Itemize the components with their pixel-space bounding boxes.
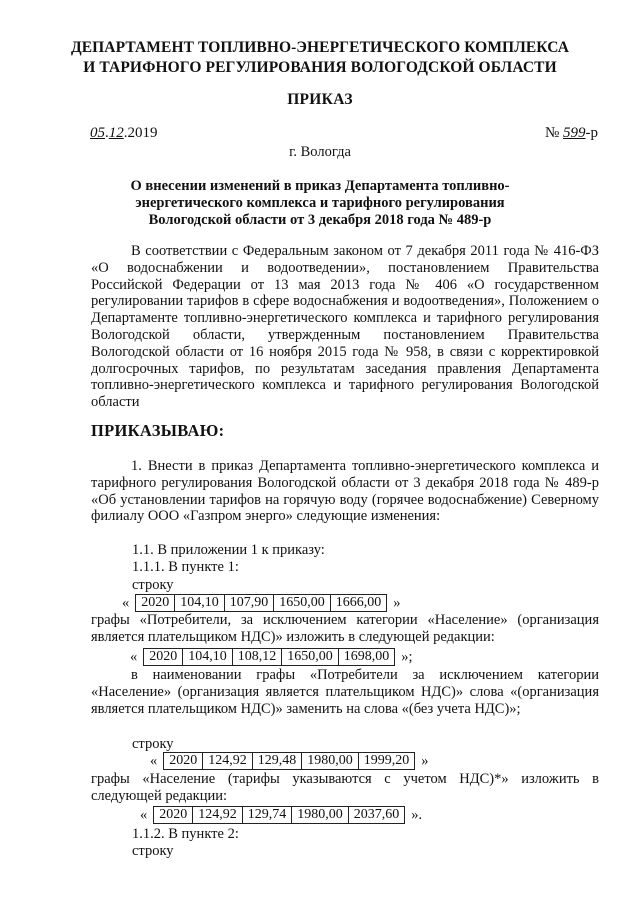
- row-c-line: [150, 752, 429, 770]
- stroku-label-1: строку: [132, 577, 174, 593]
- cell: 2020: [144, 649, 183, 666]
- number-prefix: №: [544, 125, 560, 141]
- cell: 129,74: [242, 807, 292, 824]
- cell: 1666,00: [330, 595, 387, 612]
- naming-text: в наименовании графы «Потребители за исключением категории «Население» (организация является плательщиком НДС)» слова «(организация является плательщиком НДС)» заменить на слова «(без учета НДС)»;: [91, 667, 599, 717]
- cell: 124,92: [203, 753, 253, 770]
- department-line-1: ДЕПАРТАМЕНТ ТОПЛИВНО-ЭНЕРГЕТИЧЕСКОГО КОМПЛЕКСА: [70, 39, 570, 56]
- quote-open: «: [140, 806, 148, 823]
- quote-open: «: [122, 594, 130, 611]
- date-sep: .: [105, 125, 109, 141]
- cell: 1999,20: [358, 753, 415, 770]
- item-1-paragraph: 1. Внести в приказ Департамента топливно-энергетического комплекса и тарифного регулирования Вологодской области от 3 декабря 2018 года № 489-р «Об установлении тарифов на горячую воду (горячее водоснабжение) Северному филиалу ООО «Газпром энерго» следующие изменения:: [91, 458, 599, 525]
- number-suffix: -р: [585, 125, 598, 141]
- preamble-paragraph: В соответствии с Федеральным законом от 7 декабря 2011 года № 416-ФЗ «О водоснабжении и водоотведении», постановлением Правительства Российской Федерации от 13 мая 2013 года № 406 «О государственном регулировании тарифов в сфере водоснабжения и водоотведения», Положением о Департаменте топливно-энергетического комплекса и тарифного регулирования Вологодской области, утвержденным постановлением Правительства Вологодской области от 16 ноября 2015 года № 958, в связи с корректировкой долгосрочных тарифов, по результатам заседания правления Департамента топливно-энергетического комплекса и тарифного регулирования Вологодской области: [91, 243, 599, 411]
- cell: 124,92: [193, 807, 243, 824]
- order-word: ПРИКАЗЫВАЮ:: [91, 421, 225, 440]
- cell: 1980,00: [292, 807, 349, 824]
- tariff-row-b: [143, 648, 395, 666]
- quote-close: »: [393, 594, 401, 611]
- quote-close: »: [421, 752, 429, 769]
- cell: 129,48: [252, 753, 302, 770]
- cell: 1650,00: [282, 649, 339, 666]
- department-line-2: И ТАРИФНОГО РЕГУЛИРОВАНИЯ ВОЛОГОДСКОЙ ОБЛАСТИ: [83, 59, 557, 76]
- row-b-line: [130, 648, 413, 666]
- cell: 104,10: [175, 595, 225, 612]
- city: г. Вологда: [289, 144, 351, 160]
- graph-text-1: графы «Потребители, за исключением категории «Население» (организация является плательщиком НДС)» изложить в следующей редакции:: [91, 612, 599, 645]
- tariff-row-a: [135, 594, 387, 612]
- cell: 104,10: [183, 649, 233, 666]
- tariff-row-d: [153, 806, 405, 824]
- cell: 1698,00: [338, 649, 395, 666]
- cell: 1980,00: [302, 753, 359, 770]
- quote-open: «: [130, 648, 138, 665]
- row-a-line: [122, 594, 401, 612]
- order-subject: О внесении изменений в приказ Департамента топливно-энергетического комплекса и тарифного регулирования Вологодской области от 3 декабря 2018 года № 489-р: [130, 178, 510, 228]
- cell: 2020: [136, 595, 175, 612]
- cell: 2020: [154, 807, 193, 824]
- date-year: .2019: [123, 125, 158, 141]
- item-1-1: 1.1. В приложении 1 к приказу:: [132, 542, 325, 558]
- quote-open: «: [150, 752, 158, 769]
- cell: 107,90: [224, 595, 274, 612]
- stroku-label-2: строку: [132, 736, 174, 752]
- department-header: [40, 38, 600, 78]
- order-number: [545, 125, 598, 142]
- date-month: 12: [108, 125, 124, 141]
- quote-close-semicolon: »;: [401, 648, 413, 665]
- number-value: 599: [563, 125, 586, 141]
- item-1-1-1: 1.1.1. В пункте 1:: [132, 559, 239, 575]
- tariff-row-c: [163, 752, 415, 770]
- date-day: 05: [90, 125, 105, 141]
- quote-close-dot: ».: [411, 806, 423, 823]
- item-1-1-2: 1.1.2. В пункте 2:: [132, 826, 239, 842]
- row-d-line: [140, 806, 422, 824]
- doc-type-title: ПРИКАЗ: [287, 91, 353, 108]
- order-date: [90, 125, 158, 142]
- cell: 1650,00: [274, 595, 331, 612]
- cell: 2020: [164, 753, 203, 770]
- graph-text-2: графы «Население (тарифы указываются с учетом НДС)*» изложить в следующей редакции:: [91, 771, 599, 804]
- stroku-label-3: строку: [132, 843, 174, 859]
- cell: 108,12: [232, 649, 282, 666]
- cell: 2037,60: [348, 807, 405, 824]
